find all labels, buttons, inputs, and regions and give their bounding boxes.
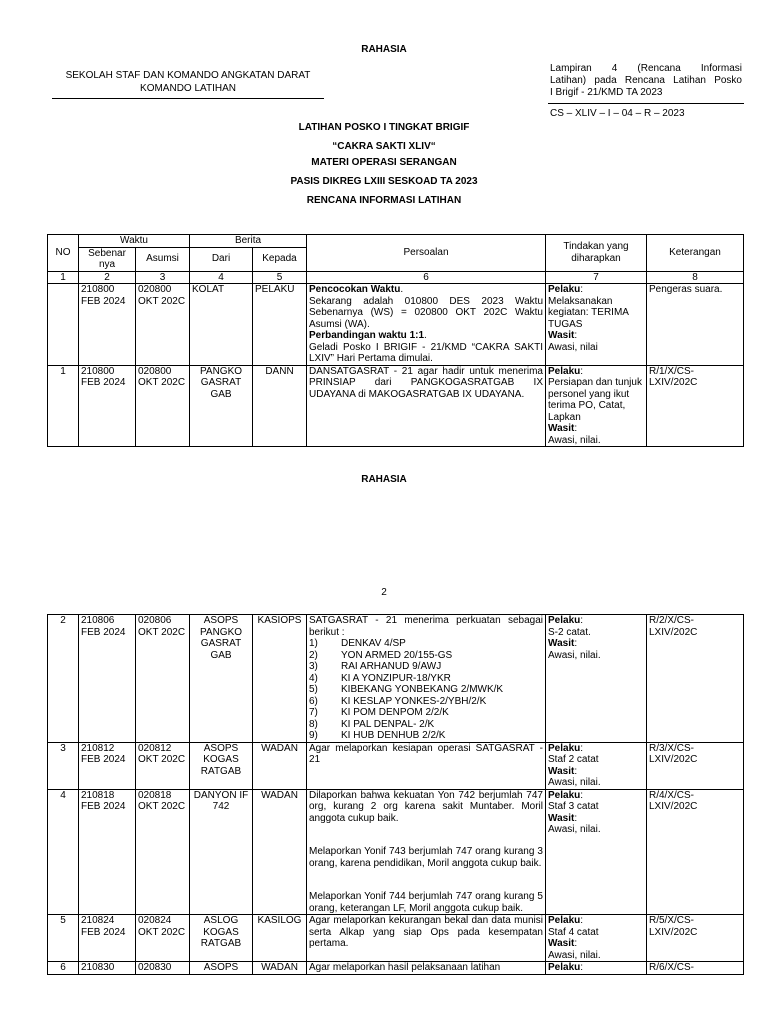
- document-code: CS – XLIV – I – 04 – R – 2023: [550, 108, 685, 119]
- cell-sebenarnya: 210806 FEB 2024: [79, 615, 136, 743]
- cell-keterangan: R/6/X/CS-: [647, 962, 744, 975]
- list-item: 8) KI PAL DENPAL- 2/K: [309, 718, 435, 730]
- header-dari: Dari: [190, 247, 253, 271]
- cell-keterangan: R/5/X/CS-LXIV/202C: [647, 915, 744, 962]
- list-item: 5) KIBEKANG YONBEKANG 2/MWK/K: [309, 684, 504, 695]
- org-line-1: SEKOLAH STAF DAN KOMANDO ANGKATAN DARAT: [65, 70, 311, 81]
- cell-no: 1: [48, 365, 79, 447]
- column-number: 7: [546, 271, 647, 284]
- persoalan-text: Melaporkan Yonif 743 berjumlah 747 orang kurang 3 orang, karena pendidikan, Moril anggota cukup baik.: [309, 846, 543, 869]
- cell-persoalan: Agar melaporkan hasil pelaksanaan latihan: [307, 962, 546, 975]
- cell-sebenarnya: 210812 FEB 2024: [79, 742, 136, 789]
- column-number: 4: [190, 271, 253, 284]
- title-line-2: “CAKRA SAKTI XLIV“: [332, 141, 436, 152]
- classification-top: RAHASIA: [361, 44, 407, 55]
- cell-tindakan: Pelaku: Persiapan dan tunjuk personel yang ikut terima PO, Catat, Lapkan Wasit: Awasi, nilai.: [546, 365, 647, 447]
- persoalan-text: Geladi Posko I BRIGIF - 21/KMD “CAKRA SAKTI LXIV” Hari Pertama dimulai.: [309, 341, 543, 364]
- column-number: 5: [253, 271, 307, 284]
- header-kepada: Kepada: [253, 247, 307, 271]
- list-item: 9) KI HUB DENHUB 2/2/K: [309, 730, 446, 741]
- tindakan-text: Staf 4 catat: [548, 926, 599, 938]
- cell-sebenarnya: 210824 FEB 2024: [79, 915, 136, 962]
- cell-persoalan: [307, 789, 546, 915]
- tindakan-text: Awasi, nilai.: [548, 649, 601, 661]
- cell-tindakan: Pelaku: Melaksanakan kegiatan: TERIMA TUGAS Wasit: Awasi, nilai: [546, 284, 647, 366]
- cell-no: 6: [48, 962, 79, 975]
- org-line-2: KOMANDO LATIHAN: [140, 83, 236, 94]
- cell-kepada: KASILOG: [253, 915, 307, 962]
- header-waktu: Waktu: [79, 235, 190, 248]
- cell-tindakan: Pelaku: Staf 3 catat Wasit: Awasi, nilai.: [546, 789, 647, 915]
- cell-keterangan: R/3/X/CS-LXIV/202C: [647, 742, 744, 789]
- header-sebenarnya: Sebenar nya: [79, 247, 136, 271]
- column-number: 2: [79, 271, 136, 284]
- table-header-row: [48, 235, 744, 248]
- cell-dari: ASOPS KOGAS RATGAB: [190, 742, 253, 789]
- cell-keterangan: R/4/X/CS-LXIV/202C: [647, 789, 744, 915]
- tindakan-label: Wasit: [548, 423, 575, 434]
- cell-kepada: WADAN: [253, 789, 307, 915]
- cell-no: 4: [48, 789, 79, 915]
- cell-dari: DANYON IF 742: [190, 789, 253, 915]
- list-item: 4) KI A YONZIPUR-18/YKR: [309, 672, 451, 684]
- column-number: 1: [48, 271, 79, 284]
- column-number: 8: [647, 271, 744, 284]
- tindakan-text: Awasi, nilai.: [548, 777, 601, 788]
- tindakan-label: Pelaku: [548, 615, 581, 626]
- tindakan-label: Pelaku: [548, 742, 581, 754]
- cell-persoalan: DANSATGASRAT - 21 agar hadir untuk menerima PRINSIAP dari PANGKOGASRATGAB IX UDAYANA di MAKOGASRATGAB IX UDAYANA.: [307, 365, 546, 447]
- annex-line-3: I Brigif - 21/KMD TA 2023: [550, 87, 663, 98]
- persoalan-text: Dilaporkan bahwa kekuatan Yon 742 berjumlah 747 org, kurang 2 org karena sakit Muntaber. Moril anggota cukup baik.: [309, 789, 543, 824]
- header-no: NO: [48, 235, 79, 272]
- information-plan-table-page1: [47, 234, 744, 447]
- header-tindakan: Tindakan yang diharapkan: [546, 235, 647, 272]
- cell-dari: ASOPS PANGKO GASRAT GAB: [190, 615, 253, 743]
- table-row: [48, 962, 744, 975]
- tindakan-label: Wasit: [548, 812, 575, 824]
- cell-keterangan: R/1/X/CS-LXIV/202C: [647, 365, 744, 447]
- tindakan-label: Pelaku: [548, 365, 581, 377]
- cell-tindakan: Pelaku: Staf 2 catat Wasit: Awasi, nilai.: [546, 742, 647, 789]
- cell-no: 5: [48, 915, 79, 962]
- cell-tindakan: Pelaku: Staf 4 catat Wasit: Awasi, nilai.: [546, 915, 647, 962]
- tindakan-label: Wasit: [548, 765, 575, 777]
- cell-keterangan: R/2/X/CS-LXIV/202C: [647, 615, 744, 743]
- cell-persoalan: [307, 615, 546, 743]
- tindakan-text: Persiapan dan tunjuk personel yang ikut terima PO, Catat, Lapkan: [548, 377, 642, 423]
- tindakan-label: Pelaku: [548, 915, 581, 926]
- tindakan-text: Staf 3 catat: [548, 801, 599, 812]
- list-item: 6) KI KESLAP YONKES-2/YBH/2/K: [309, 695, 487, 707]
- tindakan-text: Awasi, nilai.: [548, 824, 601, 835]
- table-row: [48, 742, 744, 789]
- cell-no: [48, 284, 79, 366]
- persoalan-heading: Pencocokan Waktu: [309, 284, 401, 295]
- tindakan-label: Pelaku: [548, 962, 581, 973]
- cell-persoalan: Agar melaporkan kesiapan operasi SATGASRAT - 21: [307, 742, 546, 789]
- header-berita: Berita: [190, 235, 307, 248]
- cell-asumsi: 020818 OKT 202C: [136, 789, 190, 915]
- page-number: 2: [381, 587, 387, 598]
- table-row: [48, 789, 744, 915]
- table-row: [48, 615, 744, 743]
- cell-no: 2: [48, 615, 79, 743]
- cell-persoalan: Pencocokan Waktu. Sekarang adalah 010800 DES 2023 Waktu Sebenarnya (WS) = 020800 OKT 202C Waktu Asumsi (WA). Perbandingan waktu 1:1. Geladi Posko I BRIGIF - 21/KMD “CAKRA SAKTI LXIV” Hari Pertama dimulai.: [307, 284, 546, 366]
- cell-kepada: DANN: [253, 365, 307, 447]
- cell-dari: KOLAT: [190, 284, 253, 366]
- annex-line-1: Lampiran 4 (Rencana Informasi: [550, 63, 742, 74]
- cell-kepada: PELAKU: [253, 284, 307, 366]
- cell-sebenarnya: 210800 FEB 2024: [79, 365, 136, 447]
- tindakan-text: S-2 catat.: [548, 626, 591, 638]
- column-number-row: [48, 271, 744, 284]
- cell-kepada: WADAN: [253, 742, 307, 789]
- cell-tindakan: Pelaku:: [546, 962, 647, 975]
- cell-sebenarnya: 210800 FEB 2024: [79, 284, 136, 366]
- classification-bottom: RAHASIA: [361, 474, 407, 485]
- title-line-5: RENCANA INFORMASI LATIHAN: [306, 195, 462, 206]
- header-keterangan: Keterangan: [647, 235, 744, 272]
- table-row: [48, 365, 744, 447]
- tindakan-label: Pelaku: [548, 284, 581, 295]
- list-item: 7) KI POM DENPOM 2/2/K: [309, 707, 449, 718]
- column-number: 6: [307, 271, 546, 284]
- title-line-3: MATERI OPERASI SERANGAN: [311, 157, 457, 168]
- tindakan-label: Wasit: [548, 330, 575, 341]
- cell-kepada: WADAN: [253, 962, 307, 975]
- tindakan-label: Wasit: [548, 638, 575, 649]
- tindakan-text: Awasi, nilai: [548, 341, 598, 353]
- cell-dari: PANGKO GASRAT GAB: [190, 365, 253, 447]
- persoalan-heading: Perbandingan waktu 1:1: [309, 330, 425, 341]
- org-underline: [52, 98, 324, 99]
- list-item: 2) YON ARMED 20/155-GS: [309, 649, 453, 661]
- annex-underline: [548, 103, 744, 104]
- header-asumsi: Asumsi: [136, 247, 190, 271]
- cell-kepada: KASIOPS: [253, 615, 307, 743]
- header-persoalan: Persoalan: [307, 235, 546, 272]
- cell-persoalan: Agar melaporkan kekurangan bekal dan data munisi serta Alkap yang siap Ops pada kesempatan pertama.: [307, 915, 546, 962]
- tindakan-text: Awasi, nilai.: [548, 434, 601, 446]
- cell-dari: ASLOG KOGAS RATGAB: [190, 915, 253, 962]
- tindakan-text: Melaksanakan kegiatan: TERIMA TUGAS: [548, 295, 629, 330]
- tindakan-label: Wasit: [548, 938, 575, 949]
- cell-keterangan: Pengeras suara.: [647, 284, 744, 366]
- cell-asumsi: 020830: [136, 962, 190, 975]
- persoalan-text: SATGASRAT - 21 menerima perkuatan sebagai berikut :: [309, 615, 543, 638]
- cell-asumsi: 020812 OKT 202C: [136, 742, 190, 789]
- list-item: 1) DENKAV 4/SP: [309, 638, 406, 649]
- cell-dari: ASOPS: [190, 962, 253, 975]
- cell-sebenarnya: 210818 FEB 2024: [79, 789, 136, 915]
- cell-asumsi: 020800 OKT 202C: [136, 284, 190, 366]
- title-line-1: LATIHAN POSKO I TINGKAT BRIGIF: [298, 122, 470, 133]
- information-plan-table-page2: [47, 614, 744, 975]
- column-number: 3: [136, 271, 190, 284]
- cell-no: 3: [48, 742, 79, 789]
- table-row: [48, 284, 744, 366]
- persoalan-text: Melaporkan Yonif 744 berjumlah 747 orang kurang 5 orang, keterangan LF, Moril anggota cukup baik.: [309, 891, 543, 914]
- cell-asumsi: 020806 OKT 202C: [136, 615, 190, 743]
- cell-asumsi: 020824 OKT 202C: [136, 915, 190, 962]
- list-item: 3) RAI ARHANUD 9/AWJ: [309, 661, 442, 672]
- table-row: [48, 915, 744, 962]
- cell-sebenarnya: 210830: [79, 962, 136, 975]
- persoalan-text: Sekarang adalah 010800 DES 2023 Waktu Sebenarnya (WS) = 020800 OKT 202C Waktu Asumsi (WA).: [309, 295, 543, 330]
- cell-tindakan: Pelaku: S-2 catat. Wasit: Awasi, nilai.: [546, 615, 647, 743]
- tindakan-label: Pelaku: [548, 789, 581, 801]
- annex-line-2: Latihan) pada Rencana Latihan Posko: [550, 75, 742, 86]
- title-line-4: PASIS DIKREG LXIII SESKOAD TA 2023: [290, 176, 478, 187]
- tindakan-text: Staf 2 catat: [548, 754, 599, 765]
- cell-asumsi: 020800 OKT 202C: [136, 365, 190, 447]
- tindakan-text: Awasi, nilai.: [548, 949, 601, 961]
